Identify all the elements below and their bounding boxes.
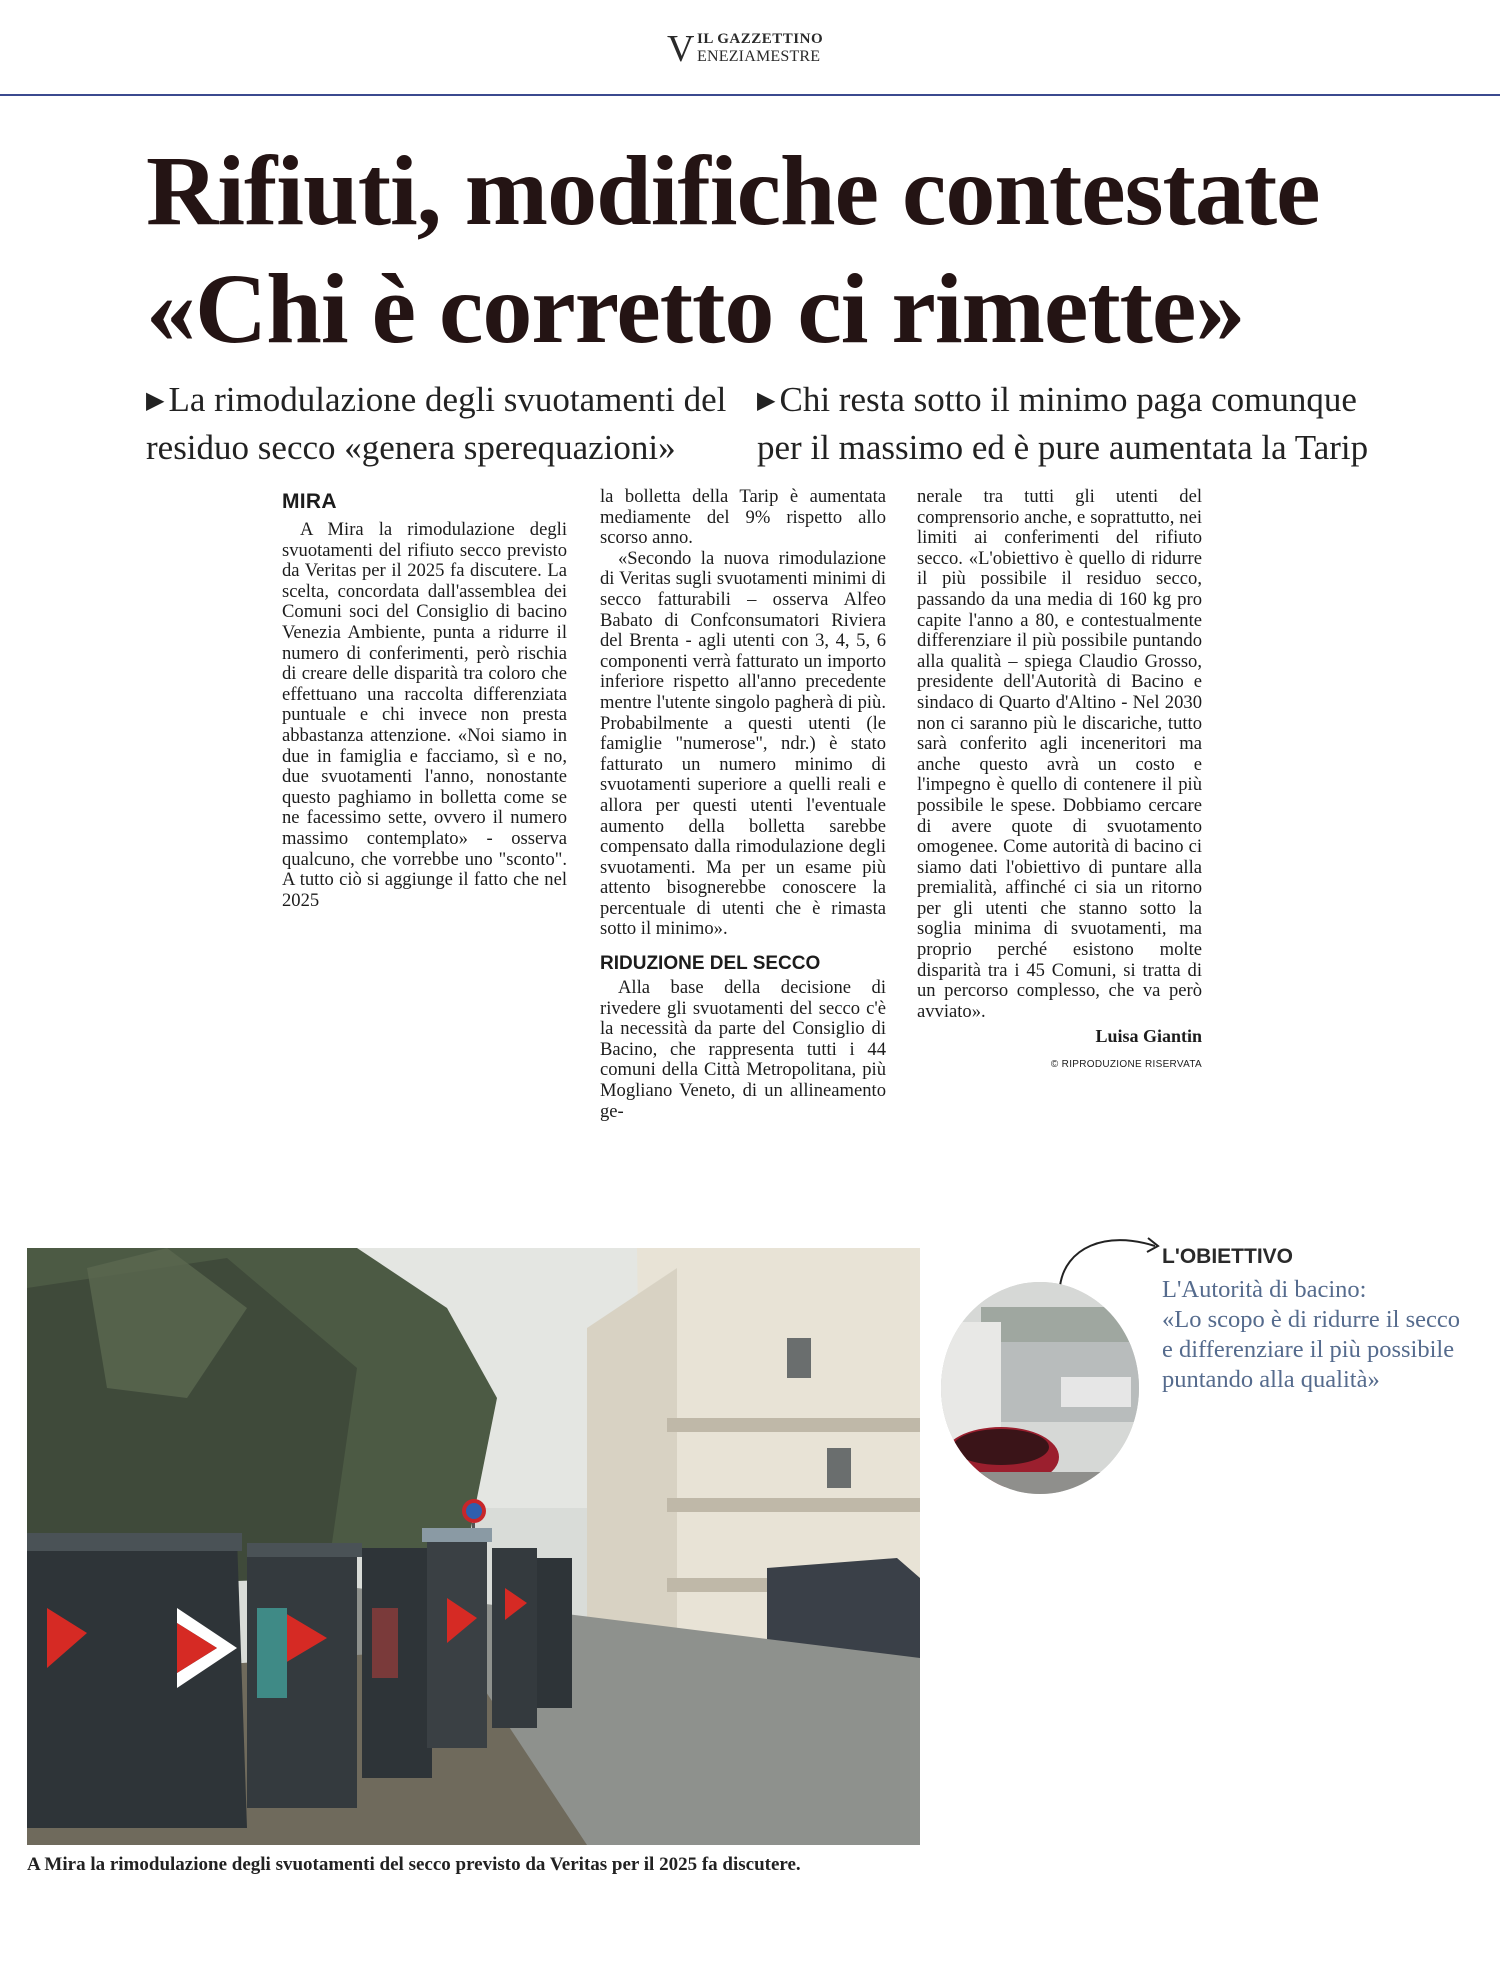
copyright-notice: © RIPRODUZIONE RISERVATA bbox=[1050, 1059, 1202, 1071]
main-photo bbox=[27, 1248, 920, 1845]
sidebar-line: L'Autorità di bacino: bbox=[1162, 1276, 1367, 1303]
headline-line-1: Rifiuti, modifiche contestate bbox=[146, 135, 1320, 246]
masthead bbox=[0, 0, 1500, 96]
byline: Luisa Giantin bbox=[1095, 1026, 1202, 1047]
bins-street-illustration bbox=[27, 1248, 920, 1845]
subhead-right-text: Chi resta sotto il minimo paga comunque per il massimo ed è pure aumentata la Tarip bbox=[757, 380, 1369, 467]
sidebar-quote bbox=[1162, 1275, 1497, 1395]
article-column-2 bbox=[600, 487, 886, 1122]
sidebar-line: e differenziare il più possibile bbox=[1162, 1336, 1455, 1363]
location-tag: MIRA bbox=[282, 490, 337, 513]
article-column-3 bbox=[917, 487, 1202, 1076]
headline-line-2: «Chi è corretto ci rimette» bbox=[146, 253, 1245, 364]
logo-initial: V bbox=[667, 28, 695, 70]
newspaper-logo[interactable] bbox=[667, 28, 837, 68]
article-column-1 bbox=[282, 494, 567, 911]
paragraph: Alla base della decisione di rivedere gli svuotamenti del secco c'è la necessità da parte del Consiglio di Bacino, che rappresenta tutti i 44 comuni della Città Metropolitana, più Mogliano Veneto, di un allineamento ge- bbox=[600, 977, 886, 1122]
sidebar-tag: L'OBIETTIVO bbox=[1162, 1245, 1293, 1268]
logo-top-text: IL GAZZETTINO bbox=[697, 31, 824, 47]
paragraph: nerale tra tutti gli utenti del comprensorio anche, e soprattutto, nei limiti ai conferimenti del rifiuto secco. «L'obiettivo è quello di ridurre il più possibile il residuo secco, passando da una media di 160 kg pro capite l'anno a 80, e contestualmente differenziare il più possibile puntando alla qualità – spiega Claudio Grosso, presidente dell'Autorità di Bacino e sindaco di Quarto d'Altino - Nel 2030 non ci saranno più le discariche, tutto sarà conferito agli inceneritori ma anche questo avrà un costo e l'impegno è quello di contenere il più possibile le spese. Dobbiamo cercare di avere quote di svuotamento omogenee. Come autorità di bacino ci siamo dati l'obiettivo di puntare alla premialità, affinché ci sia un ritorno per gli utenti che stanno sotto la soglia minima di svuotamenti, ma proprio perché esistono molte disparità tra i 45 Comuni, si tratta di un percorso complesso, che va però avviato». bbox=[917, 486, 1202, 1022]
paragraph: «Secondo la nuova rimodulazione di Veritas sugli svuotamenti minimi di secco fatturabili – osserva Alfeo Babato di Confconsumatori Riviera del Brenta - agli utenti con 3, 4, 5, 6 componenti verrà fatturato un importo inferiore rispetto all'anno precedente mentre l'utente singolo pagherà di più. Probabilmente a questi utenti (le famiglie "numerose", ndr.) è stato fatturato un numero minimo di svuotamenti superiore a quelli reali e allora per questi utenti l'eventuale aumento della bolletta sarebbe compensato dalla rimodulazione degli svuotamenti. Ma per un esame più attento bisognerebbe conoscere la percentuale di utenti che è rimasta sotto il minimo». bbox=[600, 547, 886, 940]
curved-arrow-icon bbox=[1050, 1228, 1160, 1288]
sidebar-line: «Lo scopo è di ridurre il secco bbox=[1162, 1306, 1460, 1333]
bin-inset-illustration bbox=[941, 1282, 1139, 1494]
triangle-marker-icon: ▶ bbox=[757, 388, 776, 414]
section-kicker: RIDUZIONE DEL SECCO bbox=[600, 953, 821, 975]
paragraph: la bolletta della Tarip è aumentata mediamente del 9% rispetto allo scorso anno. bbox=[600, 486, 886, 549]
subhead-left-text: La rimodulazione degli svuotamenti del residuo secco «genera sperequazioni» bbox=[146, 380, 727, 467]
inset-photo bbox=[941, 1282, 1139, 1494]
photo-caption: A Mira la rimodulazione degli svuotamenti del secco previsto da Veritas per il 2025 fa discutere. bbox=[27, 1854, 801, 1875]
sidebar-line: puntando alla qualità» bbox=[1162, 1366, 1380, 1393]
paragraph: A Mira la rimodulazione degli svuotamenti del rifiuto secco previsto da Veritas per il 2025 fa discutere. La scelta, concordata dall'assemblea dei Comuni soci del Consiglio di bacino Venezia Ambiente, punta a ridurre il numero di conferimenti, però rischia di creare delle disparità tra coloro che effettuano una raccolta differenziata puntuale e chi invece non presta abbastanza attenzione. «Noi siamo in due in famiglia e facciamo, sì e no, due svuotamenti l'anno, nonostante questo paghiamo in bolletta come se ne facessimo sette, ovvero il numero massimo contemplato» - osserva qualcuno, che vorrebbe uno "sconto". A tutto ciò si aggiunge il fatto che nel 2025 bbox=[282, 519, 567, 911]
subhead-right bbox=[757, 378, 1377, 470]
triangle-marker-icon: ▶ bbox=[146, 388, 165, 414]
subhead-left bbox=[146, 378, 746, 470]
logo-bottom-text: ENEZIAMESTRE bbox=[697, 48, 821, 65]
headline bbox=[146, 132, 1366, 368]
